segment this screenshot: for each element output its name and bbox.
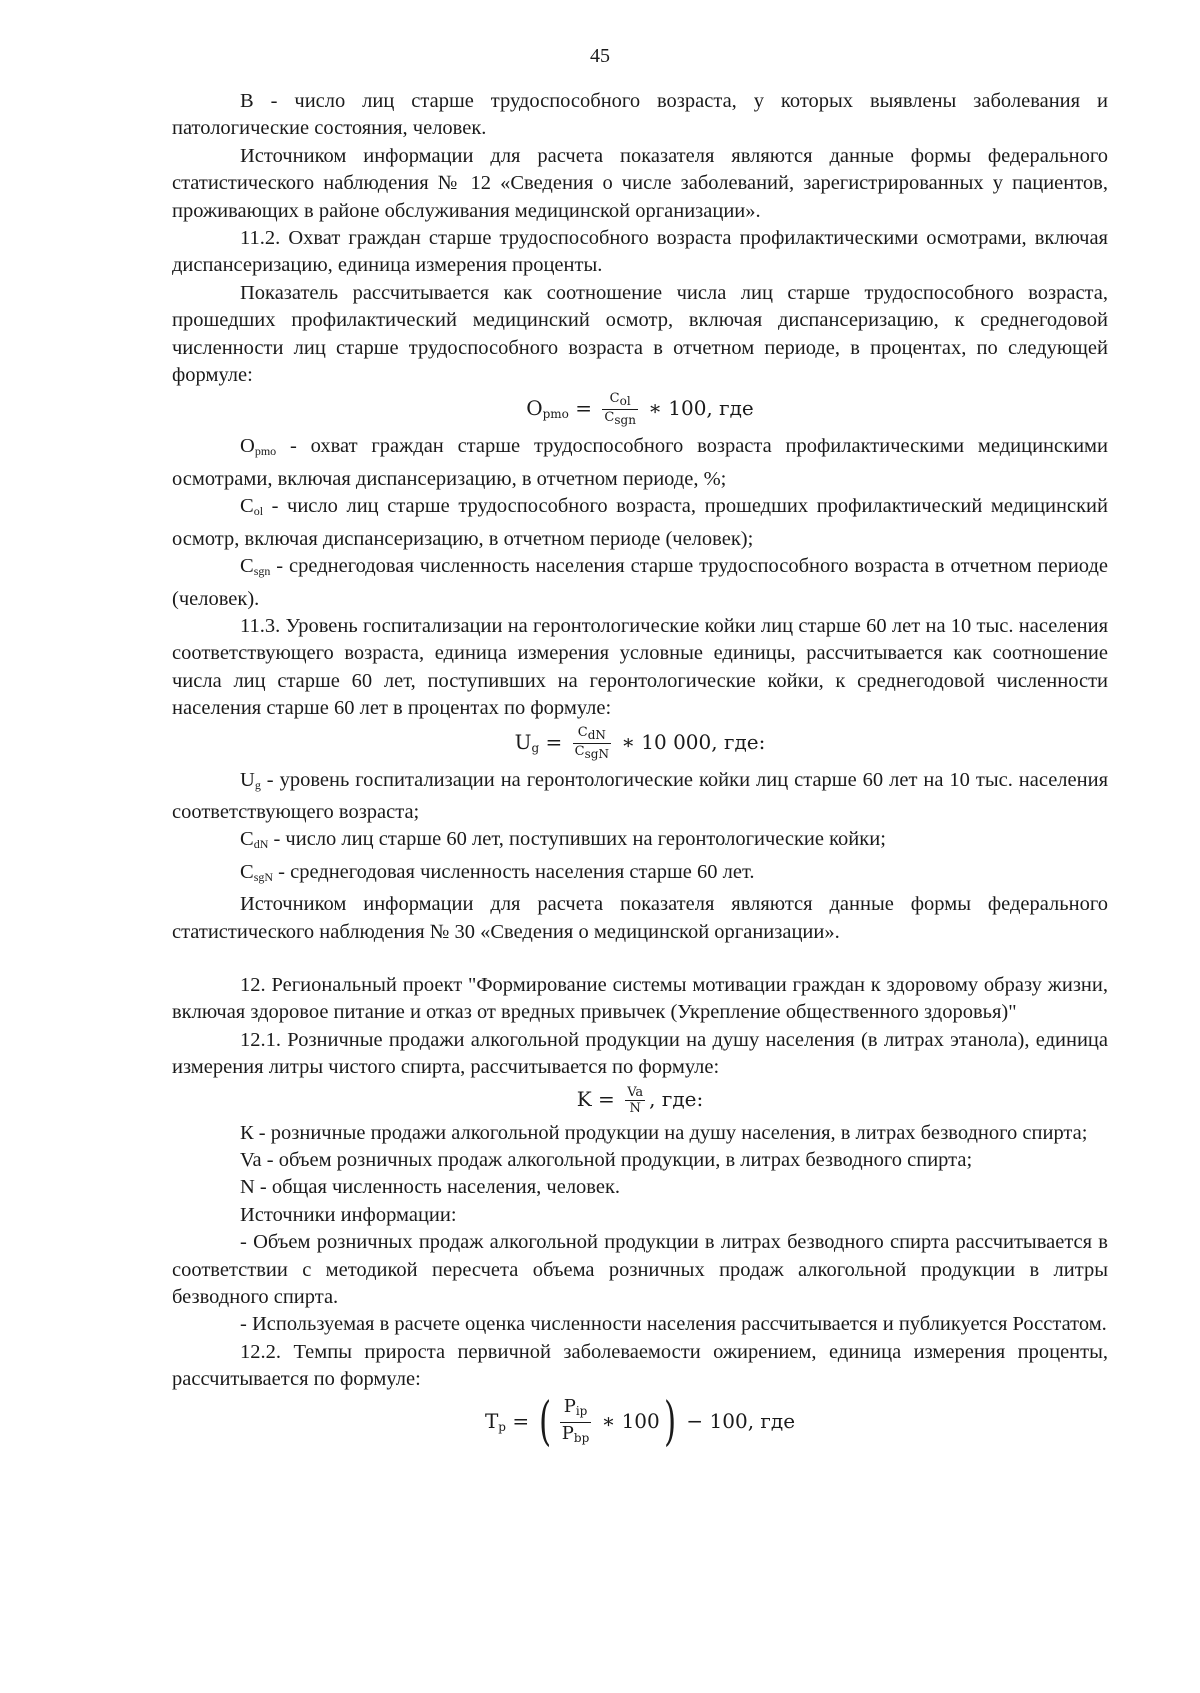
formula-lhs-sub: g <box>531 740 540 755</box>
paragraph: Показатель рассчитывается как соотношение числа лиц старше трудоспособного возраста, прошедших профилактический медицинский осмотр, включая диспансеризацию, к среднегодовой численности лиц старше трудоспособного возраста в отчетном периоде, в процентах, по следующей формуле: <box>172 281 1108 387</box>
formula-tp <box>172 1392 1108 1453</box>
formula-tail: ∗ 100, где <box>641 396 754 421</box>
formula-lhs-sub: pmo <box>542 407 569 422</box>
definition-ug: $U_g$ - уровень госпитализации на геронтологические койки лиц старше 60 лет на 10 тыс. населения соответствующего возраста; <box>172 768 1108 823</box>
definition-cdn: $С_{dN}$ - число лиц старше 60 лет, поступивших на геронтологические койки; <box>240 828 886 852</box>
section-heading-11-3: 11.3. Уровень госпитализации на геронтологические койки лиц старше 60 лет на 10 тыс. населения соответствующего возраста, единица измерения условные единицы, рассчитывается как соотношение числа лиц старше 60 лет, поступивших на геронтологические койки, к среднегодовой численности населения старше 60 лет в процентах по формуле: <box>172 614 1108 720</box>
formula-equals: = <box>539 729 569 754</box>
formula-equals: = <box>568 396 599 421</box>
formula-tail: ∗ 10 000, где: <box>614 729 766 754</box>
formula-fraction <box>560 1396 592 1449</box>
paragraph: Источники информации: <box>240 1203 457 1226</box>
formula-denominator: $C_{sgn}$ <box>604 410 636 428</box>
formula-lhs: K <box>576 1086 592 1111</box>
definition-csgn-60: $С_{sgN}$ - среднегодовая численность населения старше 60 лет. <box>240 860 755 884</box>
formula-fraction <box>602 391 638 428</box>
formula-fraction <box>625 1085 645 1116</box>
spacer <box>172 946 1108 972</box>
formula-fraction <box>573 725 611 762</box>
formula-ug <box>172 725 1108 763</box>
definition-opmo: $О_{pmo}$ - охват граждан старше трудоспособного возраста профилактическими медицинскими осмотрами, включая диспансеризацию, в отчетном периоде, %; <box>172 435 1108 490</box>
formula-lhs: U <box>514 729 532 754</box>
definition-va: Va - объем розничных продаж алкогольной продукции, в литрах безводного спирта; <box>240 1149 973 1171</box>
paragraph: - Объем розничных продаж алкогольной продукции в литрах безводного спирта рассчитывается в соответствии с методикой пересчета объема розничных продаж алкогольной продукции в литры безводного спирта. <box>172 1231 1108 1309</box>
paragraph: Источником информации для расчета показателя являются данные формы федерального статистического наблюдения № 12 «Сведения о числе заболеваний, зарегистрированных у пациентов, проживающих в районе обслуживания медицинской организации». <box>172 144 1108 222</box>
paragraph: В - число лиц старше трудоспособного возраста, у которых выявлены заболевания и патологические состояния, человек. <box>172 90 1108 140</box>
definition-k: К - розничные продажи алкогольной продукции на душу населения, в литрах безводного спирта; <box>240 1121 1088 1144</box>
paragraph: Источником информации для расчета показателя являются данные формы федерального статистического наблюдения № 30 «Сведения о медицинской организации». <box>172 893 1108 943</box>
section-heading-12-2: 12.2. Темпы прироста первичной заболеваемости ожирением, единица измерения проценты, рассчитывается по формуле: <box>172 1340 1108 1391</box>
page-number: 45 <box>590 45 610 67</box>
formula-close-paren: ) <box>663 1392 676 1453</box>
formula-k <box>172 1084 1108 1116</box>
definition-csgn: $С_{sgn}$ - среднегодовая численность населения старше трудоспособного возраста в отчетном периоде (человек). <box>172 555 1108 610</box>
formula-equals: = <box>591 1086 622 1111</box>
paragraph: - Используемая в расчете оценка численности населения рассчитывается и публикуется Росстатом. <box>240 1313 1107 1336</box>
formula-numerator: Va <box>627 1084 644 1100</box>
formula-equals: = <box>505 1408 536 1433</box>
formula-denominator: $C_{sgN}$ <box>574 743 609 761</box>
formula-lhs: O <box>526 396 543 421</box>
formula-numerator: $C_{dN}$ <box>573 725 611 744</box>
formula-denominator: $P_{bp}$ <box>561 1422 590 1445</box>
definition-n: N - общая численность населения, человек. <box>240 1176 621 1199</box>
document-body <box>172 88 1108 1453</box>
formula-tail: − 100, где <box>680 1408 796 1433</box>
formula-lhs-sub: p <box>498 1419 506 1434</box>
formula-numerator: $P_{ip}$ <box>560 1396 592 1423</box>
formula-lhs: T <box>484 1408 499 1433</box>
section-heading-11-2: 11.2. Охват граждан старше трудоспособного возраста профилактическими осмотрами, включая диспансеризацию, единица измерения проценты. <box>172 227 1108 277</box>
formula-tail: , где: <box>649 1086 704 1111</box>
section-heading-12: 12. Региональный проект "Формирование системы мотивации граждан к здоровому образу жизни, включая здоровое питание и отказ от вредных привычек (Укрепление общественного здоровья)" <box>172 973 1108 1024</box>
formula-mid: ∗ 100 <box>595 1408 660 1433</box>
formula-open-paren: ( <box>539 1392 552 1453</box>
formula-denominator: N <box>629 1100 641 1116</box>
formula-opmo <box>172 391 1108 429</box>
formula-numerator: $C_{ol}$ <box>602 391 638 410</box>
section-heading-12-1: 12.1. Розничные продажи алкогольной продукции на душу населения (в литрах этанола), единица измерения литры чистого спирта, рассчитывается по формуле: <box>172 1028 1108 1079</box>
definition-col: $С_{ol}$ - число лиц старше трудоспособного возраста, прошедших профилактический медицинский осмотр, включая диспансеризацию, в отчетном периоде (человек); <box>172 495 1108 550</box>
